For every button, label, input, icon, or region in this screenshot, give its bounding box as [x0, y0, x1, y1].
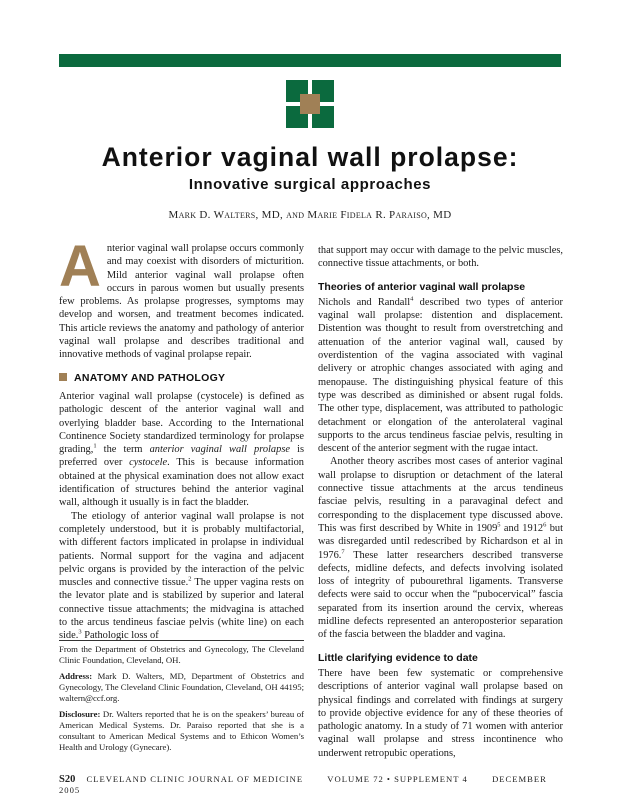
square-bullet-icon [59, 373, 67, 381]
page-footer [59, 774, 561, 795]
intro-paragraph: Anterior vaginal wall prolapse occurs commonly and may coexist with disorders of micturition. Mild anterior vaginal wall prolapse often occurs in parous women but usually presents few problems. As prolapse progresses, symptoms may develop and worsen, and treatment becomes indicated. This article reviews the anatomy and pathology of anterior vaginal wall prolapse and describes traditional and innovative methods of vaginal prolapse repair. [59, 234, 304, 361]
theories-paragraph-1: Nichols and Randall$^4$ described two types of anterior vaginal wall prolapse: distention and displacement. Distention was thought to result from overstretching and attenuation of the anterior vaginal wall, caused by overdistention of the vagina associated with vaginal delivery or atrophic changes associated with aging and menopause. The distinguishing physical feature of this type was described as diminished or absent rugal folds. The other type, displacement, was attributed to pathologic detachment or elongation of the anterolateral vaginal supports to the arcus tendineus fasciae pelvis, resulting in descent of the anterior segment with the rugae intact. [318, 295, 563, 455]
right-column [318, 244, 563, 760]
header-color-bar [59, 54, 561, 67]
page-number: S20 [59, 774, 76, 785]
issue-date: DECEMBER 2005 [59, 774, 547, 795]
subheading-theories: Theories of anterior vaginal wall prolapse [318, 280, 526, 293]
article-title: Anterior vaginal wall prolapse: [101, 142, 519, 172]
article-subtitle: Innovative surgical approaches [188, 176, 432, 193]
journal-name: CLEVELAND CLINIC JOURNAL OF MEDICINE [86, 774, 304, 784]
anatomy-paragraph-2: The etiology of anterior vaginal wall prolapse is not completely understood, but it is probably multifactorial, with different factors implicated in prolapse in individual patients. Normal support for the vagina and adjacent pelvic organs is provided by the interaction of the pelvic muscles and connective tissue.$^2$ The upper vagina rests on the levator plate and is stabilized by superior and lateral connective tissue attachments; the midvagina is attached to the arcus tendineus fasciae pelvis (white line) on each side.$^3$ Pathologic loss of [59, 510, 304, 642]
left-column [59, 234, 305, 643]
affiliation-note: From the Department of Obstetrics and Gynecology, The Cleveland Clinic Foundation, Cleveland, OH. [59, 644, 304, 665]
volume-info: VOLUME 72 • SUPPLEMENT 4 [327, 774, 468, 784]
theories-paragraph-2: Another theory ascribes most cases of anterior vaginal wall prolapse to disruption or detachment of the lateral connective tissue attachments at the arcus tendineus fasciae pelvis, resulting in a paravaginal defect and corresponding to the displacement type discussed above. This was first described by White in 1909$^5$ and 1912$^6$ but was disregarded until redescribed by Richardson et al in 1976.$^7$ These latter researchers described transverse defects, midline defects, and defects involving isolated loss of integrity of pubourethral ligaments. Transverse defects were said to occur when the “pubocervical” fascia separated from its insertion around the cervix, whereas midline defects represented an anteroposterior separation of the fascia between the bladder and vagina. [318, 456, 563, 641]
disclosure-note: Disclosure: Dr. Walters reported that he is on the speakers’ bureau of American Medical Systems. Dr. Paraiso reported that she is a consultant to American Medical Systems and to Ethicon Women’s Health and Urology (Gynecare). [59, 709, 304, 752]
drop-cap: A [59, 234, 101, 299]
subheading-evidence: Little clarifying evidence to date [318, 651, 478, 664]
section-heading-anatomy: ANATOMY AND PATHOLOGY [59, 372, 304, 385]
continuation-paragraph: that support may occur with damage to the pelvic muscles, connective tissue attachments, or both. [318, 245, 563, 270]
author-line: Mark D. Walters, MD, and Marie Fidela R. Paraiso, MD [168, 209, 452, 221]
anatomy-paragraph-1: Anterior vaginal wall prolapse (cystocele) is defined as pathologic descent of the anterior vaginal wall and overlying bladder base. According to the International Continence Society standardized terminology for prolapse grading,$^1$ the term anterior vaginal wall prolapse is preferred over cystocele. This is because information obtained at the physical examination does not allow exact identification of structures behind the anterior vaginal wall, although it usually is in fact the bladder. [59, 390, 305, 509]
journal-logo-icon [286, 80, 334, 128]
evidence-paragraph: There have been few systematic or comprehensive descriptions of anterior vaginal wall prolapse based on physical findings and correlated with findings at surgery to provide objective evidence for any of these theories of pathologic anatomy. In a study of 71 women with anterior vaginal wall prolapse and stress incontinence who underwent retropubic operations, [318, 667, 563, 759]
address-note: Address: Mark D. Walters, MD, Department of Obstetrics and Gynecology, The Cleveland Clinic Foundation, Cleveland, OH 44195; waltern@ccf.org. [59, 671, 304, 703]
footnotes [59, 640, 304, 758]
